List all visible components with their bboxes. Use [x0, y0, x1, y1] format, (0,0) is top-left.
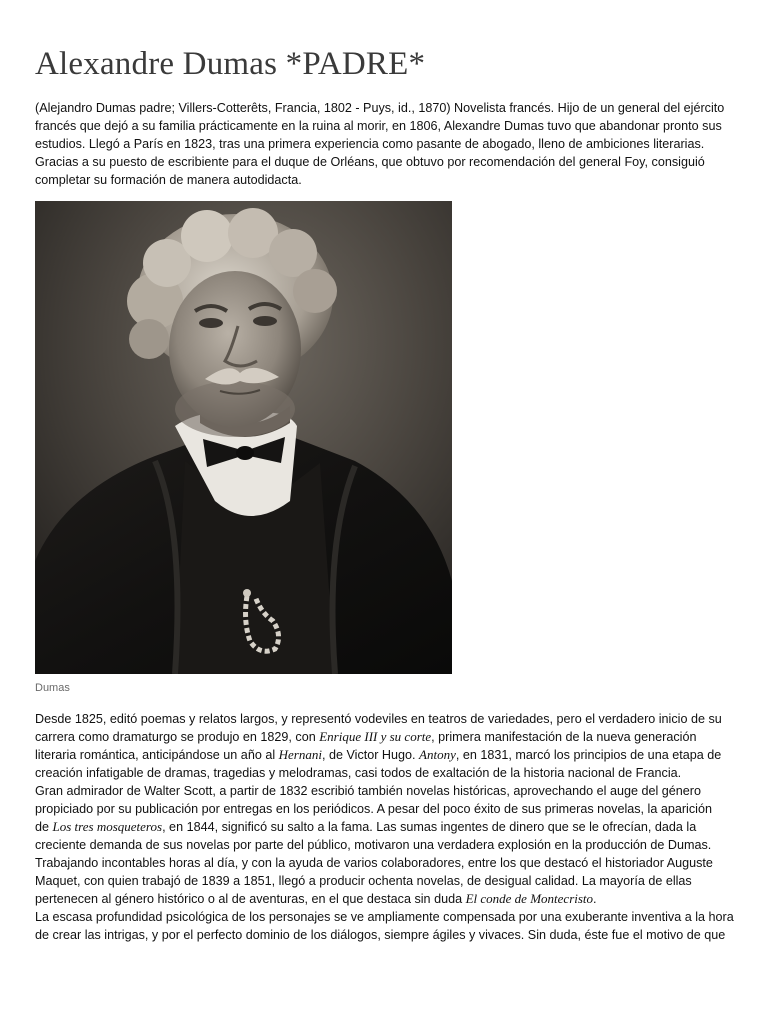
text-line [35, 800, 735, 818]
text-segment: , de Victor Hugo. [321, 748, 420, 762]
text-segment: Maquet, con quien trabajó de 1839 a 1851, llegó a producir ochenta novelas, de desigual calidad. La mayoría de ellas [35, 874, 692, 888]
text-line [35, 908, 735, 926]
text-segment: carrera como dramaturgo se produjo en 1829, con [35, 730, 320, 744]
dumas-portrait-photo [35, 201, 452, 674]
work-title: Hernani [278, 747, 322, 762]
text-line [35, 764, 735, 782]
text-line: estudios. Llegó a París en 1823, tras una primera experiencia como pasante de abogado, lleno de ambiciones literarias. [35, 137, 705, 151]
text-segment: literaria romántica, anticipándose un año al [35, 748, 279, 762]
text-segment: , en 1831, marcó los principios de una etapa de [455, 748, 722, 762]
text-line: francés que dejó a su familia prácticamente en la ruina al morir, en 1806, Alexandre Dumas tuvo que abandonar pronto sus [35, 119, 722, 133]
text-segment: de crear las intrigas, y por el perfecto dominio de los diálogos, siempre ágiles y vivaces. Sin duda, éste fue el motivo de que [35, 928, 726, 942]
text-segment: pertenecen al género histórico o al de aventuras, en el que destaca sin duda [35, 892, 466, 906]
text-line [35, 728, 735, 746]
text-line [35, 890, 735, 908]
text-segment: . [593, 892, 597, 906]
text-segment: Desde 1825, editó poemas y relatos largos, y representó vodeviles en teatros de variedades, pero el verdadero inicio de su [35, 712, 722, 726]
text-line [35, 782, 735, 800]
text-line [35, 818, 735, 836]
text-line [35, 854, 735, 872]
work-title: Antony [419, 747, 456, 762]
text-segment: Gran admirador de Walter Scott, a partir de 1832 escribió también novelas históricas, aprovechando el auge del género [35, 784, 701, 798]
text-line [35, 926, 735, 944]
figure-caption: Dumas [35, 682, 70, 694]
text-segment: Trabajando incontables horas al día, y con la ayuda de varios colaboradores, entre los que destacó el historiador Auguste [35, 856, 713, 870]
text-line: (Alejandro Dumas padre; Villers-Cotterêts, Francia, 1802 - Puys, id., 1870) Novelista francés. Hijo de un general del ejército [35, 101, 725, 115]
text-line [35, 872, 735, 890]
work-title: El conde de Montecristo [465, 891, 594, 906]
text-line [35, 710, 735, 728]
text-line [35, 746, 735, 764]
body-paragraph [35, 710, 735, 944]
text-segment: , primera manifestación de la nueva generación [431, 730, 697, 744]
intro-paragraph [35, 99, 735, 189]
text-segment: La escasa profundidad psicológica de los personajes se ve ampliamente compensada por una exuberante inventiva a la hora [35, 910, 734, 924]
page-title: Alexandre Dumas *PADRE* [35, 46, 426, 82]
text-segment: , en 1844, significó su salto a la fama. Las sumas ingentes de dinero que se le ofrecían, dada la [162, 820, 697, 834]
text-segment: creciente demanda de sus novelas por parte del público, motivaron una verdadera explosión en la producción de Dumas. [35, 838, 712, 852]
text-segment: propiciado por su publicación por entregas en los periódicos. A pesar del poco éxito de sus primeras novelas, la aparición [35, 802, 712, 816]
text-line: Gracias a su puesto de escribiente para el duque de Orléans, que obtuvo por recomendación del general Foy, consiguió [35, 155, 705, 169]
text-line: completar su formación de manera autodidacta. [35, 173, 302, 187]
text-segment: creación infatigable de dramas, tragedias y melodramas, casi todos de exaltación de la historia nacional de Francia. [35, 766, 682, 780]
text-line [35, 836, 735, 854]
text-segment: de [35, 820, 53, 834]
work-title: Enrique III y su corte [319, 729, 432, 744]
work-title: Los tres mosqueteros [52, 819, 163, 834]
